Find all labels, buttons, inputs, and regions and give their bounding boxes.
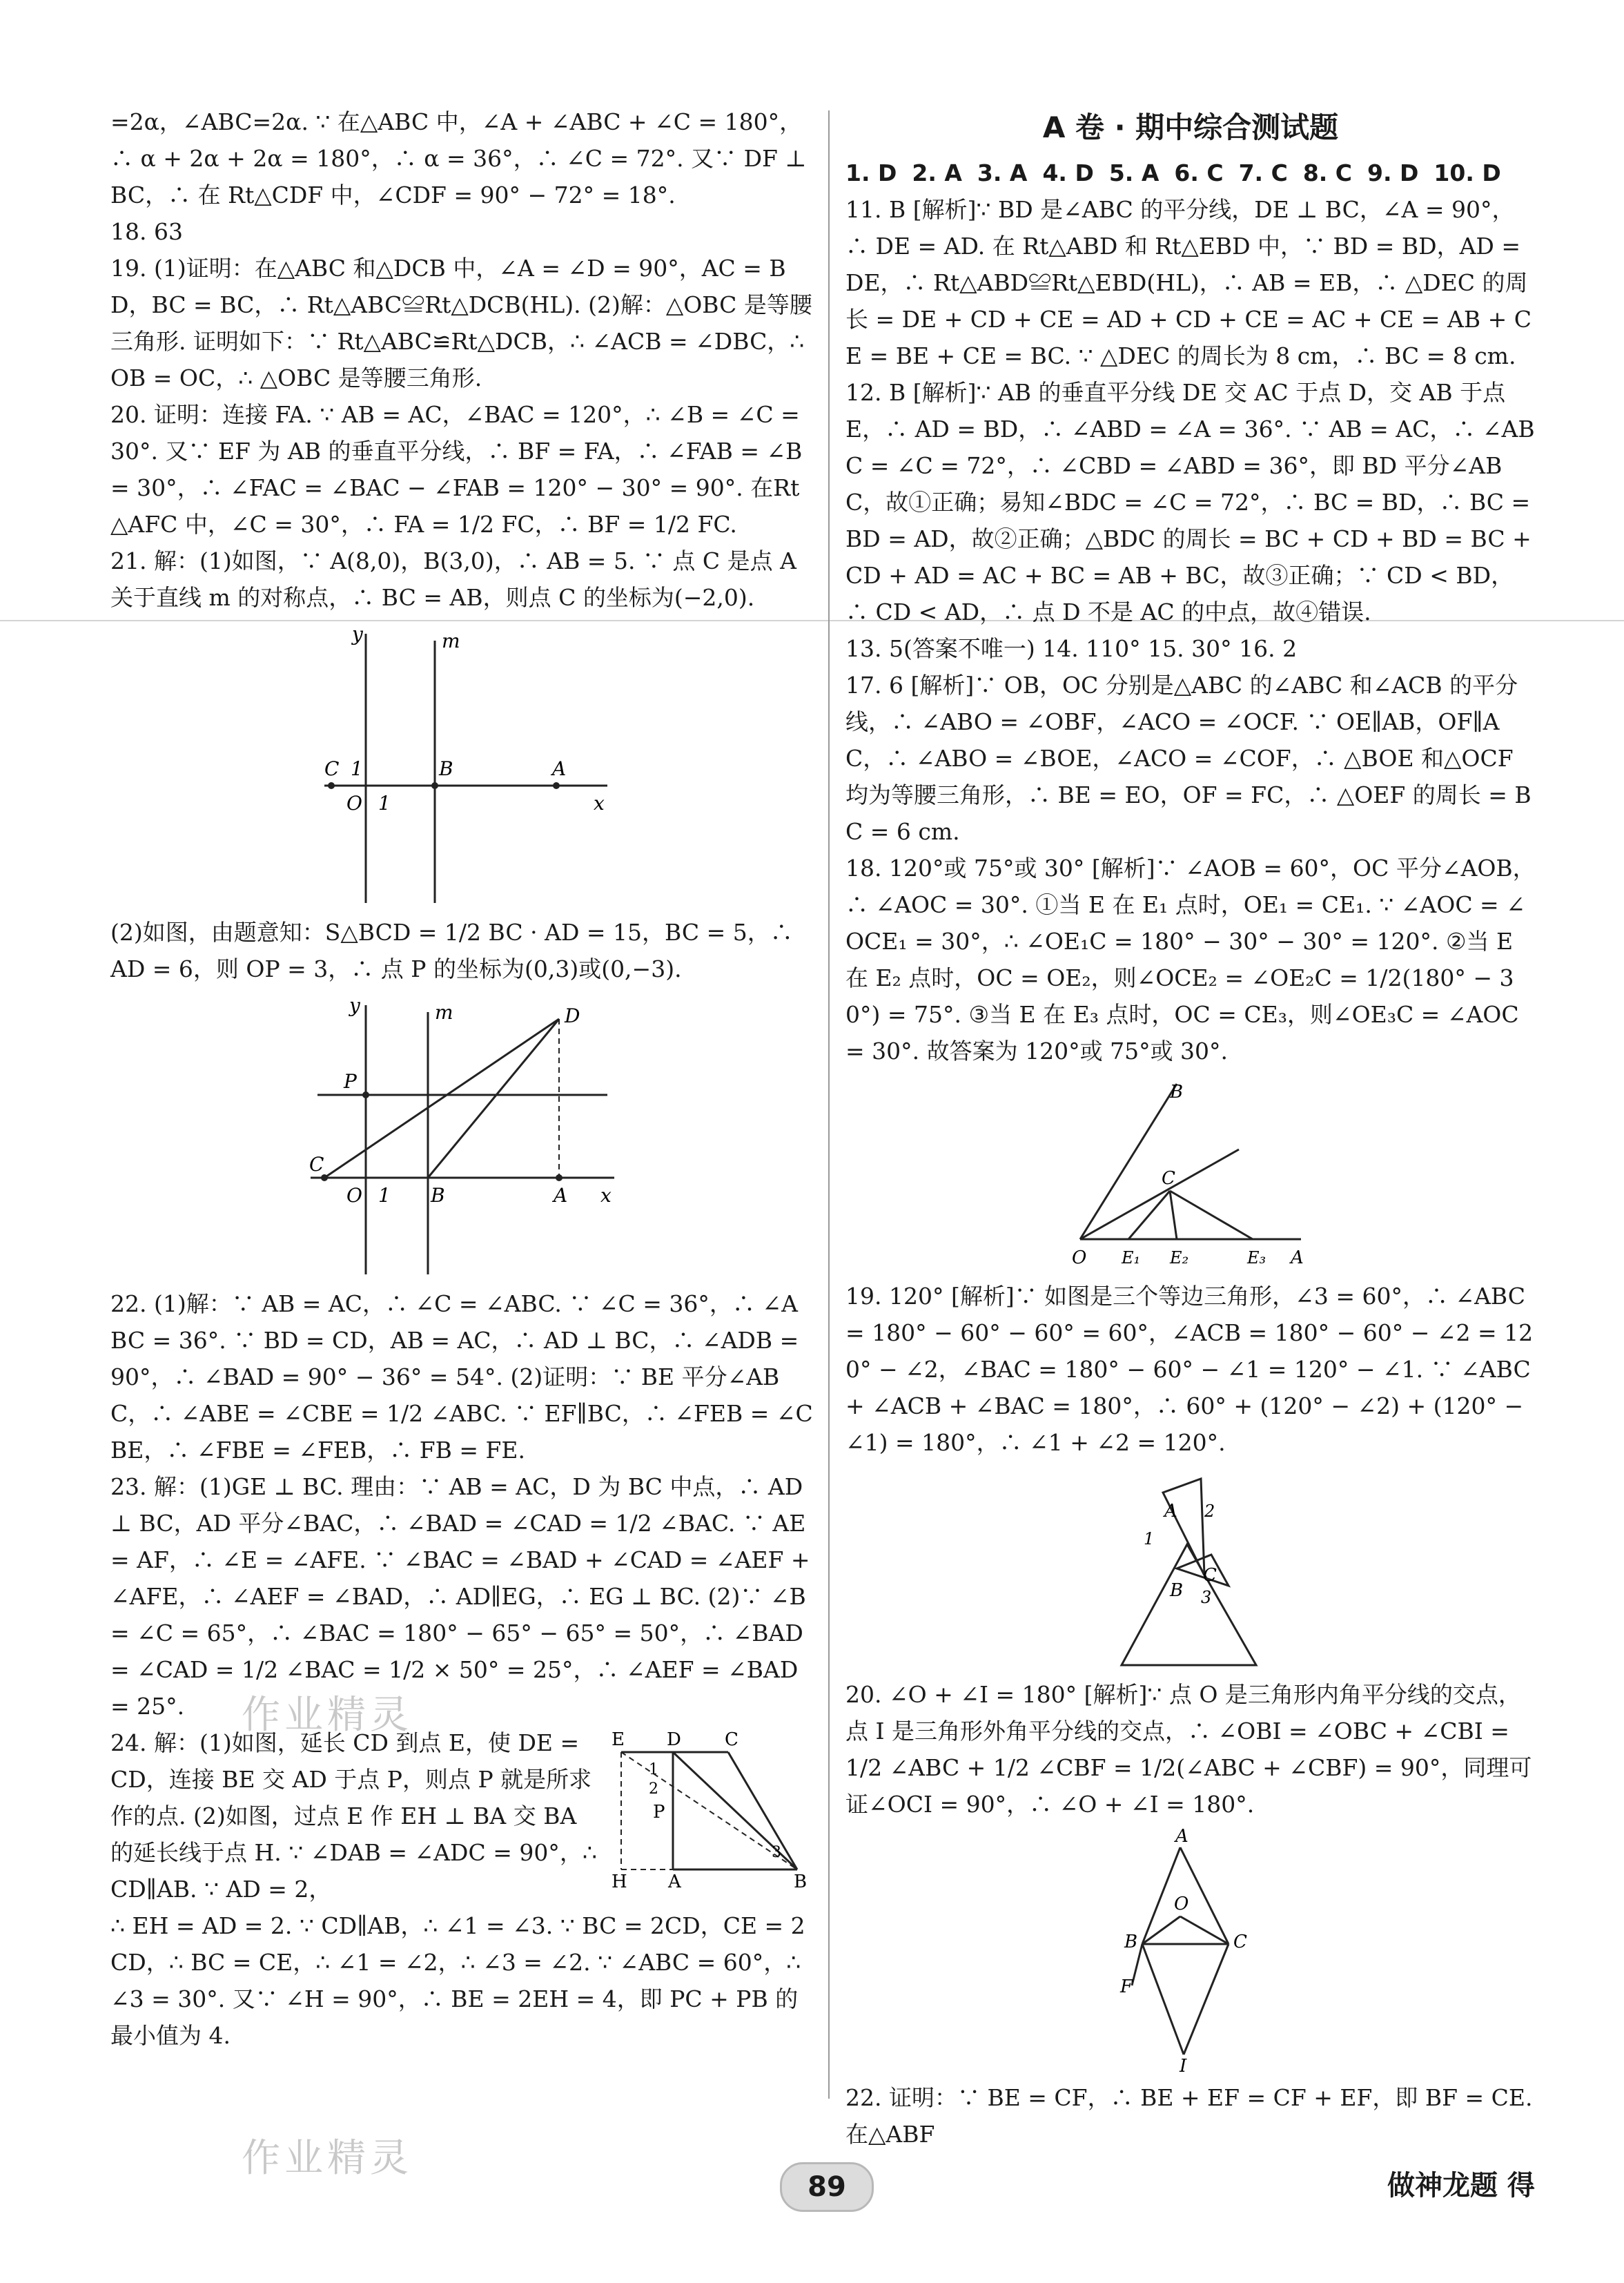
watermark-bottom: 作业精灵 — [242, 2136, 413, 2181]
fig20-label-c: C — [1233, 1932, 1247, 1952]
fig24-label-e: E — [612, 1729, 625, 1750]
fig21b-label-o: O — [346, 1184, 362, 1207]
solution-20-right: 20. ∠O + ∠I = 180° [解析]∵ 点 O 是三角形内角平分线的交点，点 I 是三角形外角平分线的交点，∴ ∠OBI = ∠OBC + ∠CBI = 1/2 ∠ABC + 1/2 ∠CBF = 1/2(∠ABC + ∠CBF) = 90°，同理可证∠OCI = 90°，∴ ∠O + ∠I = 180°. — [845, 1681, 1532, 1818]
figure-21-coordinate-2 — [304, 991, 621, 1281]
fig20-label-a: A — [1175, 1827, 1188, 1847]
page-number: 89 — [780, 2162, 874, 2212]
fig24-label-p: P — [653, 1802, 665, 1823]
fig21b-label-m: m — [435, 1001, 453, 1024]
solution-22-right: 22. 证明：∵ BE = CF，∴ BE + EF = CF + EF，即 BF = CE. 在△ABF — [845, 2084, 1533, 2148]
solution-19: 19. (1)证明：在△ABC 和△DCB 中，∠A = ∠D = 90°，AC = BD，BC = BC，∴ Rt△ABC≌Rt△DCB(HL). (2)解：△OBC 是等腰三角形. 证明如下：∵ Rt△ABC≌Rt△DCB，∴ ∠ACB = ∠DBC，∴ OB = OC，∴ △OBC 是等腰三角形. — [110, 255, 812, 391]
choice-answers — [845, 155, 1536, 191]
fig18-label-b: B — [1170, 1082, 1184, 1102]
solution-11: 11. B [解析]∵ BD 是∠ABC 的平分线，DE ⊥ BC，∠A = 90°，∴ DE = AD. 在 Rt△ABD 和 Rt△EBD 中，∵ BD = BD，AD = DE，∴ Rt△ABD≌Rt△EBD(HL)，∴ AB = EB，∴ △DEC 的周长 = DE + CD + CE = AD + CD + CE = AC + CE = AB + CE = BE + CE = BC. ∵ △DEC 的周长为 8 cm，∴ BC = 8 cm. — [845, 196, 1532, 369]
fig24-label-3: 3 — [772, 1844, 781, 1861]
fig20-label-b: B — [1124, 1932, 1138, 1952]
answers-13-16: 13. 5(答案不唯一) 14. 110° 15. 30° 16. 2 — [845, 635, 1298, 662]
solution-12: 12. B [解析]∵ AB 的垂直平分线 DE 交 AC 于点 D，交 AB 于点 E，∴ AD = BD，∴ ∠ABD = ∠A = 36°. ∵ AB = AC，∴ ∠ABC = ∠C = 72°，∴ ∠CBD = ∠ABD = 36°，即 BD 平分∠ABC，故①正确；易知∠BDC = ∠C = 72°，∴ BC = BD，∴ BC = BD = AD，故②正确；△BDC 的周长 = BC + CD + BD = BC + CD + AD = AC + BC = AB + BC，故③正确；∵ CD < BD，∴ CD < AD，∴ 点 D 不是 AC 的中点，故④错误. — [845, 379, 1535, 625]
solution-24-part2: ∴ EH = AD = 2. ∵ CD∥AB，∴ ∠1 = ∠3. ∵ BC = 2CD，CE = 2CD，∴ BC = CE，∴ ∠1 = ∠2，∴ ∠3 = ∠2. ∵ ∠ABC = 60°，∴ ∠3 = 30°. 又∵ ∠H = 90°，∴ BE = 2EH = 4，即 PC + PB 的最小值为 4. — [110, 1912, 805, 2049]
fig21a-label-y: y — [352, 623, 363, 645]
answer-18: 18. 63 — [110, 218, 183, 245]
section-title: A 卷 · 期中综合测试题 — [1042, 110, 1339, 144]
figure-18-angle — [1066, 1074, 1315, 1274]
fig19-label-c: C — [1203, 1565, 1217, 1586]
fig19-label-b: B — [1170, 1580, 1184, 1601]
fig18-label-a: A — [1291, 1247, 1304, 1268]
fig21b-label-x: x — [600, 1184, 612, 1207]
left-column — [110, 104, 814, 2054]
fig21b-label-c: C — [309, 1153, 324, 1176]
answer-2: 2. A — [912, 159, 962, 186]
fig21b-label-one-x: 1 — [378, 1184, 391, 1207]
fig21a-label-c: C — [324, 757, 340, 780]
figure-21-coordinate-1 — [311, 620, 614, 910]
right-column — [845, 104, 1536, 2153]
fig24-label-a: A — [668, 1872, 681, 1890]
figure-20-bisectors — [1115, 1827, 1266, 2075]
fig24-label-1: 1 — [649, 1761, 658, 1778]
fig21b-label-b: B — [431, 1184, 445, 1207]
fig21b-label-y: y — [349, 994, 360, 1017]
solution-24-part1: 24. 解：(1)如图，延长 CD 到点 E，使 DE = CD，连接 BE 交 AD 于点 P，则点 P 就是所求作的点. (2)如图，过点 E 作 EH ⊥ BA 交 BA 的延长线于点 H. ∵ ∠DAB = ∠ADC = 90°，∴ CD∥AB. ∵ AD = 2， — [110, 1729, 597, 1903]
answer-1: 1. D — [845, 159, 897, 186]
fig21a-label-one-y: 1 — [351, 757, 363, 780]
solution-23: 23. 解：(1)GE ⊥ BC. 理由：∵ AB = AC，D 为 BC 中点，∴ AD ⊥ BC，AD 平分∠BAC，∴ ∠BAD = ∠CAD = 1/2 ∠BAC. ∵ AE = AF，∴ ∠E = ∠AFE. ∵ ∠BAC = ∠BAD + ∠CAD = ∠AEF + ∠AFE，∴ ∠AEF = ∠BAD，∴ AD∥EG，∴ EG ⊥ BC. (2)∵ ∠B = ∠C = 65°，∴ ∠BAC = 180° − 65° − 65° = 50°，∴ ∠BAD = ∠CAD = 1/2 ∠BAC = 1/2 × 50° = 25°，∴ ∠AEF = ∠BAD = 25°. — [110, 1473, 810, 1720]
fig21a-label-b: B — [439, 757, 453, 780]
solution-17-continued: =2α，∠ABC=2α. ∵ 在△ABC 中，∠A + ∠ABC + ∠C = 180°，∴ α + 2α + 2α = 180°，∴ α = 36°，∴ ∠C = 72°. 又∵ DF ⊥ BC，∴ 在 Rt△CDF 中，∠CDF = 90° − 72° = 18°. — [110, 108, 807, 208]
answer-6: 6. C — [1174, 159, 1224, 186]
fig20-label-o: O — [1174, 1894, 1189, 1914]
fig19-label-1: 1 — [1144, 1529, 1155, 1548]
fig19-label-2: 2 — [1204, 1502, 1215, 1521]
solution-17: 17. 6 [解析]∵ OB，OC 分别是△ABC 的∠ABC 和∠ACB 的平分线，∴ ∠ABO = ∠OBF，∠ACO = ∠OCF. ∵ OE∥AB，OF∥AC，∴ ∠ABO = ∠BOE，∠ACO = ∠COF，∴ △BOE 和△OCF 均为等腰三角形，∴ BE = EO，OF = FC，∴ △OEF 的周长 = BC = 6 cm. — [845, 672, 1532, 845]
fig21a-label-one-x: 1 — [378, 792, 391, 815]
fig20-label-f: F — [1120, 1976, 1133, 1997]
answer-7: 7. C — [1238, 159, 1288, 186]
fig18-label-o: O — [1072, 1247, 1087, 1268]
figure-24-trapezoid — [607, 1725, 814, 1890]
fig24-label-h: H — [612, 1872, 627, 1890]
fig18-label-e3: E₃ — [1247, 1248, 1266, 1267]
solution-24-block — [110, 1725, 814, 1907]
answer-8: 8. C — [1302, 159, 1353, 186]
solution-21-part1: 21. 解：(1)如图，∵ A(8,0)，B(3,0)，∴ AB = 5. ∵ 点 C 是点 A 关于直线 m 的对称点，∴ BC = AB，则点 C 的坐标为(−2,0). — [110, 547, 796, 611]
fig19-label-3: 3 — [1201, 1588, 1212, 1607]
fig21b-label-a: A — [554, 1184, 568, 1207]
fig21a-label-x: x — [594, 792, 605, 815]
answer-3: 3. A — [977, 159, 1028, 186]
fig18-label-e1: E₁ — [1122, 1248, 1141, 1267]
fig18-label-c: C — [1162, 1168, 1175, 1189]
fig21b-label-p: P — [344, 1070, 357, 1093]
fig19-label-a: A — [1164, 1501, 1177, 1522]
fig24-label-b: B — [794, 1872, 808, 1890]
figure-19-triangles — [1101, 1465, 1280, 1672]
answer-10: 10. D — [1434, 159, 1501, 186]
answer-9: 9. D — [1367, 159, 1419, 186]
brand-slogan: 做神龙题 得 — [1387, 2170, 1535, 2202]
answer-5: 5. A — [1108, 159, 1160, 186]
column-divider — [828, 110, 830, 2099]
answer-4: 4. D — [1042, 159, 1094, 186]
solution-22: 22. (1)解：∵ AB = AC，∴ ∠C = ∠ABC. ∵ ∠C = 36°，∴ ∠ABC = 36°. ∵ BD = CD，AB = AC，∴ AD ⊥ BC，∴ ∠ADB = 90°，∴ ∠BAD = 90° − 36° = 54°. (2)证明：∵ BE 平分∠ABC，∴ ∠ABE = ∠CBE = 1/2 ∠ABC. ∵ EF∥BC，∴ ∠FEB = ∠CBE，∴ ∠FBE = ∠FEB，∴ FB = FE. — [110, 1290, 813, 1464]
solution-19-right: 19. 120° [解析]∵ 如图是三个等边三角形，∠3 = 60°，∴ ∠ABC = 180° − 60° − 60° = 60°，∠ACB = 180° − 60° − ∠2 = 120° − ∠2，∠BAC = 180° − 60° − ∠1 = 120° − ∠1. ∵ ∠ABC + ∠ACB + ∠BAC = 180°，∴ 60° + (120° − ∠2) + (120° − ∠1) = 180°，∴ ∠1 + ∠2 = 120°. — [845, 1283, 1534, 1456]
watermark-middle: 作业精灵 — [242, 1693, 413, 1738]
fig24-label-2: 2 — [649, 1780, 658, 1798]
fig21b-label-d: D — [565, 1004, 580, 1027]
solution-18: 18. 120°或 75°或 30° [解析]∵ ∠AOB = 60°，OC 平分∠AOB，∴ ∠AOC = 30°. ①当 E 在 E₁ 点时，OE₁ = CE₁. ∵ ∠AOC = ∠OCE₁ = 30°，∴ ∠OE₁C = 180° − 30° − 30° = 120°. ②当 E 在 E₂ 点时，OC = OE₂，则∠OCE₂ = ∠OE₂C = 1/2(180° − 30°) = 75°. ③当 E 在 E₃ 点时，OC = CE₃，则∠OE₃C = ∠AOC = 30°. 故答案为 120°或 75°或 30°. — [845, 855, 1536, 1065]
fig24-label-d: D — [667, 1729, 681, 1750]
fig20-label-i: I — [1180, 2056, 1187, 2075]
fig21a-label-o: O — [346, 792, 362, 815]
fig24-label-c: C — [725, 1729, 738, 1750]
solution-21-part2: (2)如图，由题意知：S△BCD = 1/2 BC · AD = 15，BC = 5，∴ AD = 6，则 OP = 3，∴ 点 P 的坐标为(0,3)或(0,−3). — [110, 919, 793, 982]
fig21a-label-a: A — [552, 757, 567, 780]
fig18-label-e2: E₂ — [1170, 1248, 1189, 1267]
fig21a-label-m: m — [442, 630, 460, 652]
solution-20: 20. 证明：连接 FA. ∵ AB = AC，∠BAC = 120°，∴ ∠B = ∠C = 30°. 又∵ EF 为 AB 的垂直平分线，∴ BF = FA，∴ ∠FAB = ∠B = 30°，∴ ∠FAC = ∠BAC − ∠FAB = 120° − 30° = 90°. 在Rt△AFC 中，∠C = 30°，∴ FA = 1/2 FC，∴ BF = 1/2 FC. — [110, 401, 803, 538]
